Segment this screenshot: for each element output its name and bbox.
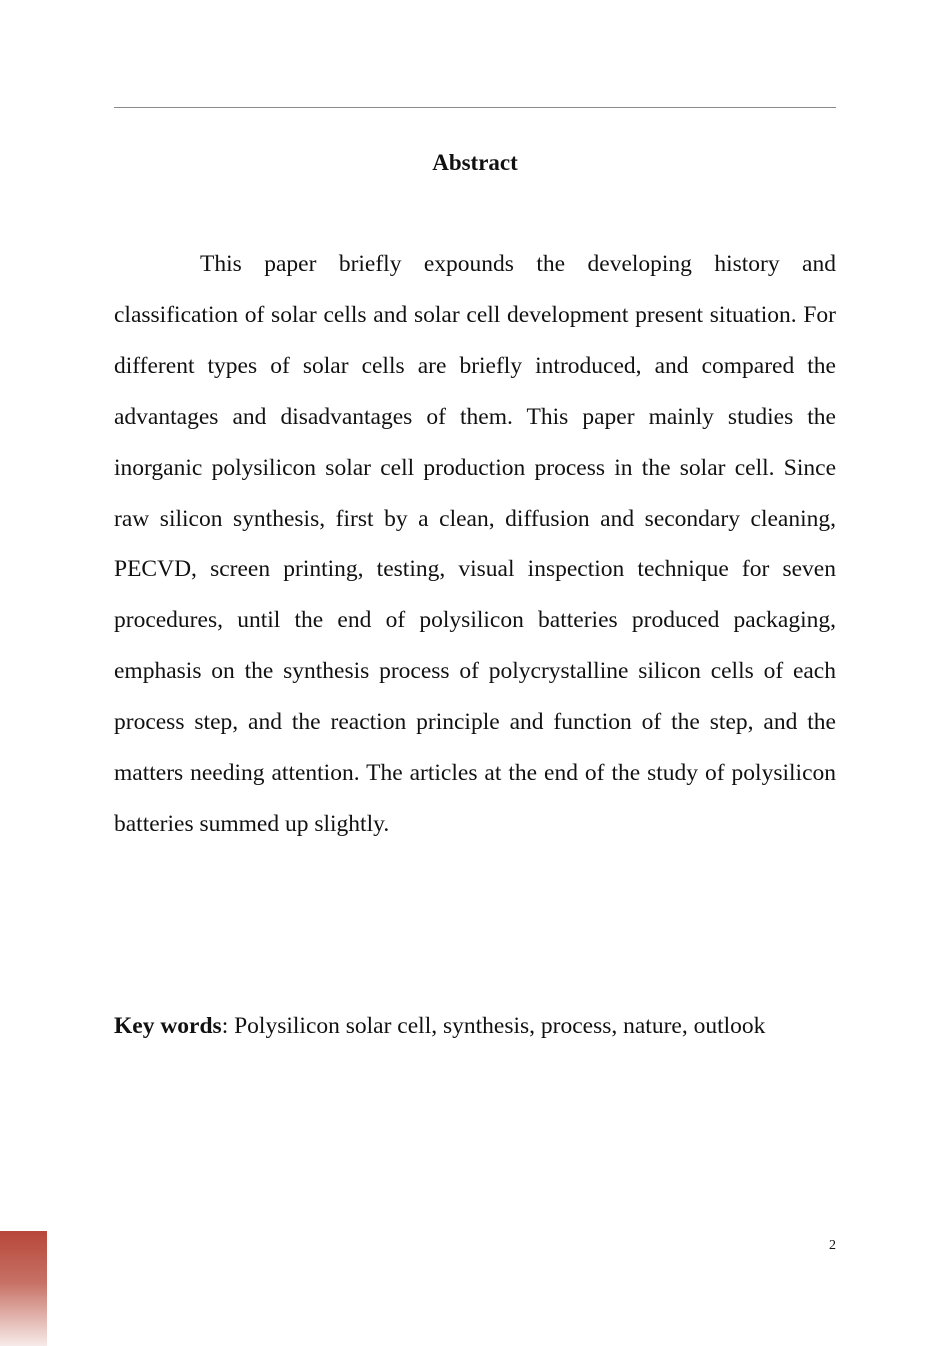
keywords-text: Polysilicon solar cell, synthesis, process, nature, outlook bbox=[234, 1013, 766, 1039]
keywords-line bbox=[114, 1008, 874, 1044]
corner-accent-decoration bbox=[0, 1231, 47, 1346]
keywords-separator: : bbox=[221, 1013, 235, 1039]
page-number: 2 bbox=[829, 1238, 836, 1253]
keywords-label: Key words bbox=[114, 1013, 222, 1039]
abstract-title: Abstract bbox=[432, 150, 518, 175]
header-rule bbox=[114, 107, 836, 108]
abstract-body: This paper briefly expounds the developing history and classification of solar cells and solar cell development present situation. For different types of solar cells are briefly introduced, and compared the advantages and disadvantages of them. This paper mainly studies the inorganic polysilicon solar cell production process in the solar cell. Since raw silicon synthesis, first by a clean, diffusion and secondary cleaning, PECVD, screen printing, testing, visual inspection technique for seven procedures, until the end of polysilicon batteries produced packaging, emphasis on the synthesis process of polycrystalline silicon cells of each process step, and the reaction principle and function of the step, and the matters needing attention. The articles at the end of the study of polysilicon batteries summed up slightly. bbox=[114, 251, 836, 837]
